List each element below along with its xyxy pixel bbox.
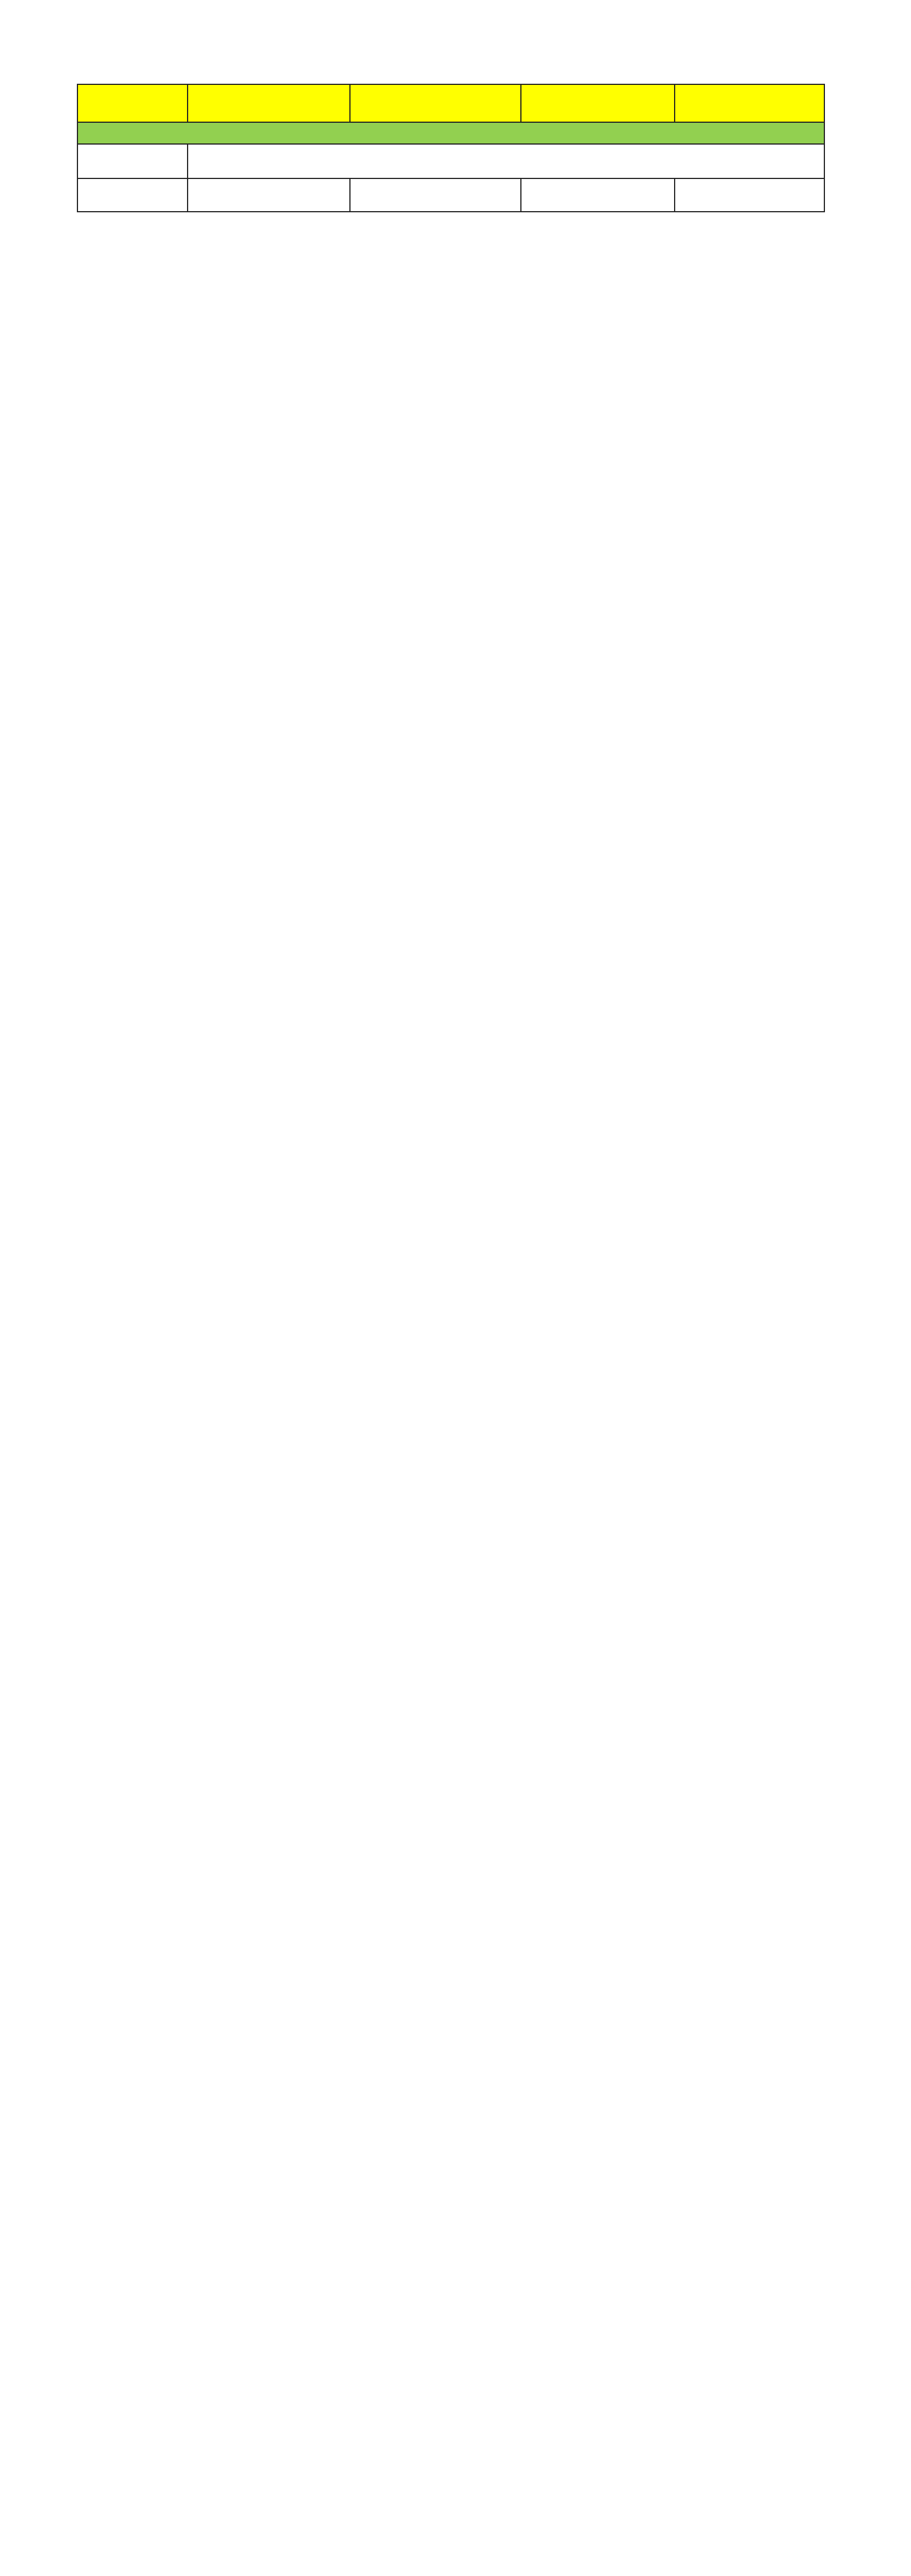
header-qty [675, 84, 824, 122]
subheader-qty [675, 178, 824, 212]
catalog-sheet [77, 84, 824, 335]
header-name [188, 84, 350, 122]
header-unit [521, 84, 675, 122]
group-row-middle [77, 144, 824, 178]
subheader-unit [521, 178, 675, 212]
header-spec [350, 84, 521, 122]
page-gap [77, 212, 824, 335]
subheader-code [77, 178, 188, 212]
header-row [77, 84, 824, 122]
header-code [77, 84, 188, 122]
empty-cell [77, 144, 188, 178]
section-title [77, 122, 824, 144]
top-table [77, 84, 825, 212]
subheader-name [188, 178, 350, 212]
section-row [77, 122, 824, 144]
subheader-row [77, 178, 824, 212]
subheader-spec [350, 178, 521, 212]
group-label-middle [188, 144, 824, 178]
